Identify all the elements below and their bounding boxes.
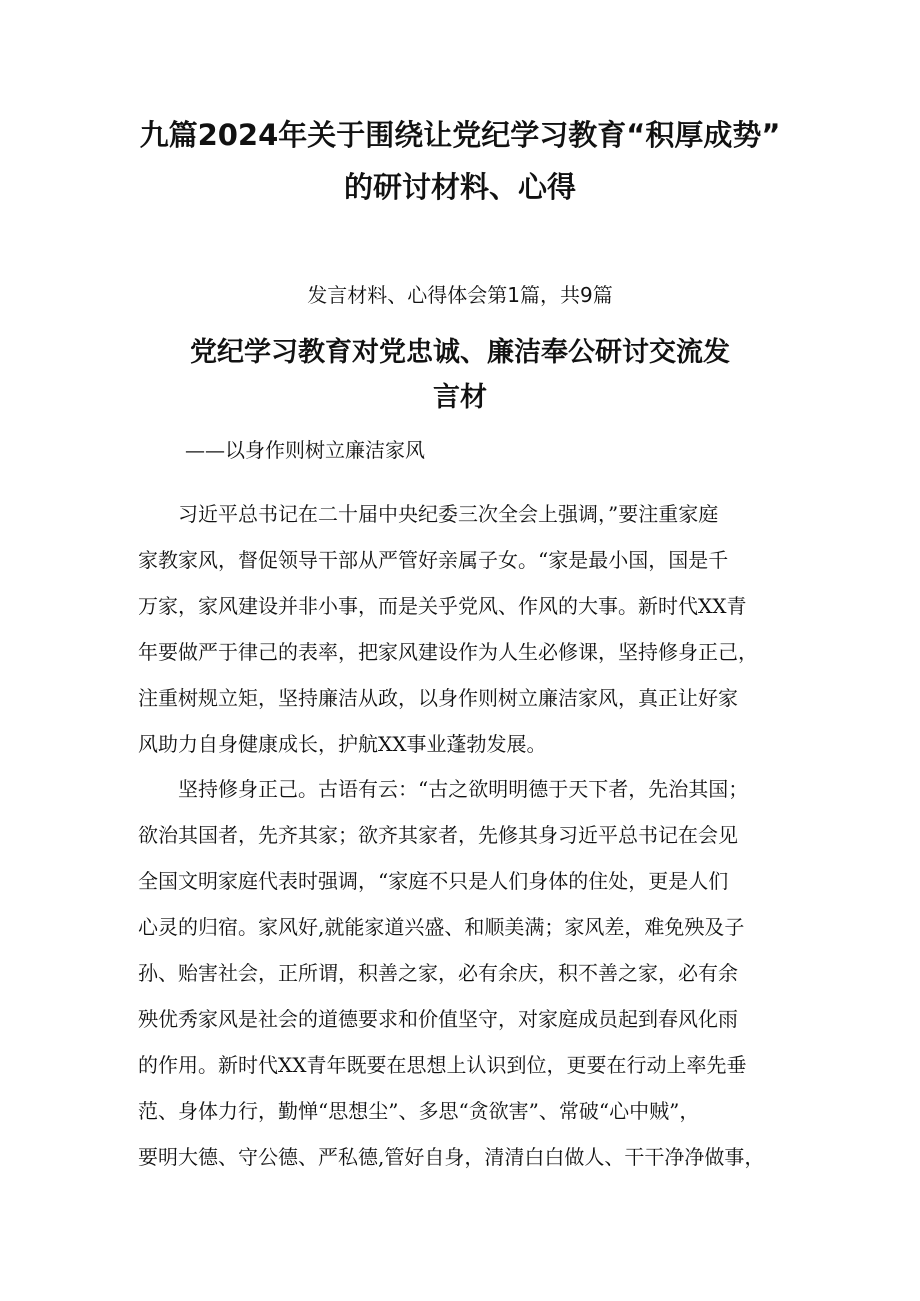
article-title-line-1: 党纪学习教育对党忠诚、廉洁奉公研讨交流发: [190, 337, 730, 368]
paragraph-line: 殃优秀家风是社会的道德要求和价值坚守，对家庭成员起到春风化雨: [138, 1007, 738, 1031]
paragraph-line: 孙、贻害社会，正所谓，积善之家，必有余庆，积不善之家，必有余: [138, 961, 738, 985]
paragraph-line: 坚持修身正己。古语有云：“古之欲明明德于天下者，先治其国；: [178, 777, 749, 801]
paragraph-line: 风助力自身健康成长，护航XX事业蓬勃发展。: [138, 732, 547, 756]
paragraph-line: 范、身体力行，勤惮“思想尘”、多思“贪欲害”、常破“心中贼”，: [138, 1099, 700, 1123]
section-info: 发言材料、心得体会第1篇，共9篇: [307, 283, 613, 307]
paragraph-line: 全国文明家庭代表时强调，“家庭不只是人们身体的住处，更是人们: [138, 869, 729, 893]
paragraph-line: 年要做严于律己的表率，把家风建设作为人生必修课，坚持修身正己，: [138, 640, 758, 664]
paragraph-line: 心灵的归宿。家风好,就能家道兴盛、和顺美满；家风差，难免殃及子: [138, 915, 745, 939]
paragraph-1: [138, 491, 798, 767]
document-title-line-2: 的研讨材料、心得: [343, 170, 576, 204]
document-title-line-1: 九篇2024年关于围绕让党纪学习教育“积厚成势”: [139, 118, 781, 152]
article-title-line-2: 言材: [433, 382, 487, 413]
paragraph-line: 家教家风，督促领导干部从严管好亲属子女。“家是最小国，国是千: [138, 548, 729, 572]
paragraph-line: 欲治其国者，先齐其家；欲齐其家者，先修其身习近平总书记在会见: [138, 823, 738, 847]
paragraph-line: 注重树规立矩，坚持廉洁从政，以身作则树立廉洁家风，真正让好家: [138, 686, 738, 710]
paragraph-line: 的作用。新时代XX青年既要在思想上认识到位，更要在行动上率先垂: [138, 1053, 747, 1077]
paragraph-line: 习近平总书记在二十届中央纪委三次全会上强调，”要注重家庭: [178, 502, 719, 526]
paragraph-line: 要明大德、守公德、严私德,管好自身，清清白白做人、干干净净做事，: [138, 1145, 765, 1169]
article-subtitle: ——以身作则树立廉洁家风: [185, 438, 425, 462]
paragraph-2: [138, 766, 798, 1180]
paragraph-line: 万家，家风建设并非小事，而是关乎党风、作风的大事。新时代XX青: [138, 594, 747, 618]
